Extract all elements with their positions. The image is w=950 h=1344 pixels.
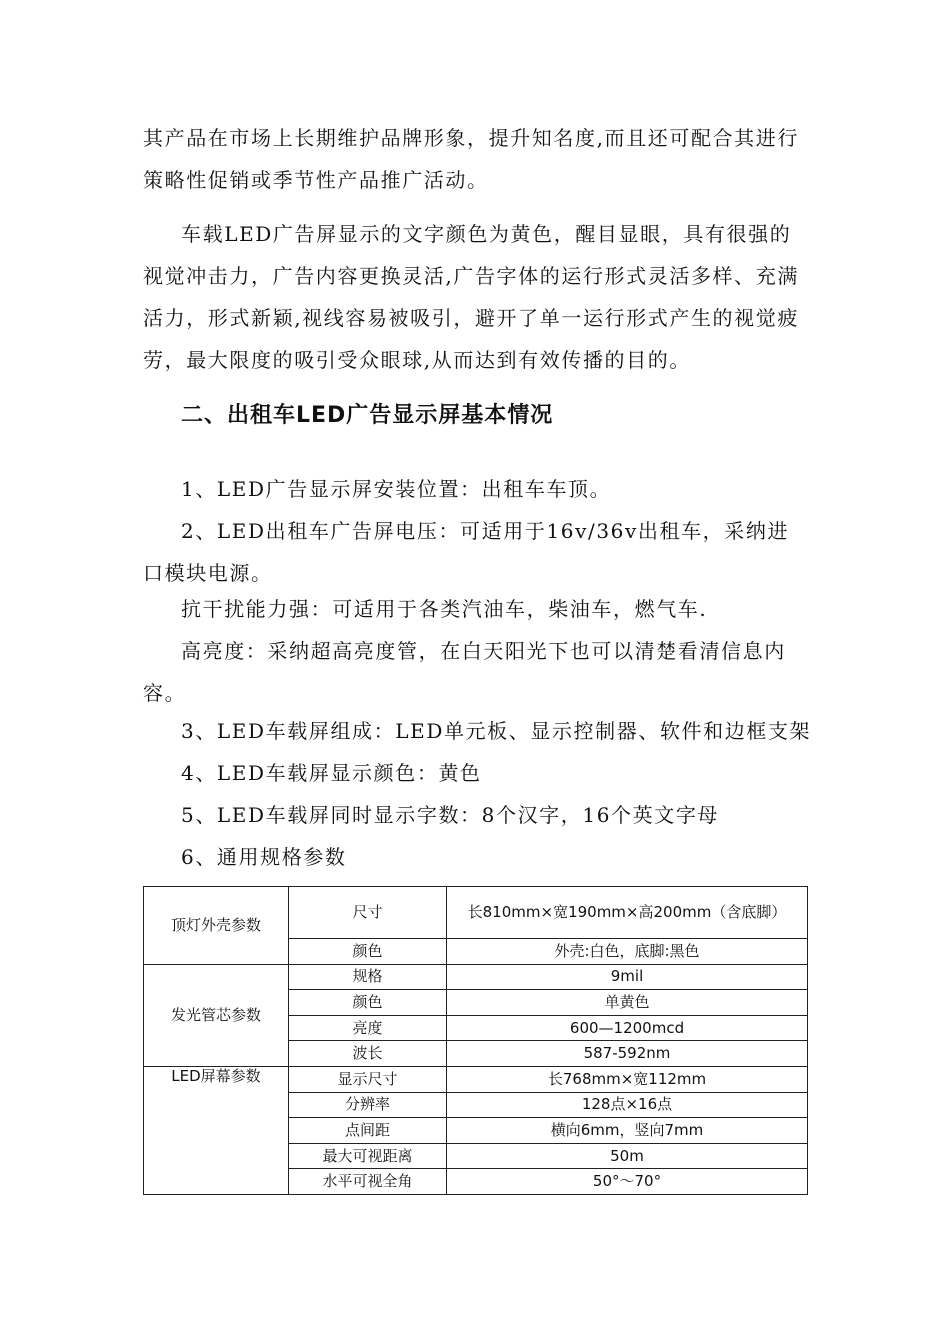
param-value: 50m xyxy=(447,1143,808,1169)
param-value: 长810mm×宽190mm×高200mm（含底脚） xyxy=(447,887,808,939)
item-2a: 抗干扰能力强：可适用于各类汽油车，柴油车，燃气车. xyxy=(181,597,708,621)
param-name: 尺寸 xyxy=(289,887,447,939)
item-1: 1、LED广告显示屏安装位置：出租车车顶。 xyxy=(181,477,612,501)
param-value: 128点×16点 xyxy=(447,1092,808,1118)
param-name: 显示尺寸 xyxy=(289,1066,447,1092)
group-label: 发光管芯参数 xyxy=(144,964,289,1066)
param-value: 587-592nm xyxy=(447,1041,808,1067)
param-value: 外壳:白色，底脚:黑色 xyxy=(447,939,808,965)
paragraph-led-advantages: 车载LED广告屏显示的文字颜色为黄色，醒目显眼，具有很强的视觉冲击力，广告内容更换灵活,广告字体的运行形式灵活多样、充满活力，形式新颖,视线容易被吸引，避开了单一运行形式产生的视觉疲劳，最大限度的吸引受众眼球,从而达到有效传播的目的。 xyxy=(143,222,799,372)
param-name: 颜色 xyxy=(289,990,447,1016)
group-label: 顶灯外壳参数 xyxy=(144,887,289,965)
param-value: 600—1200mcd xyxy=(447,1015,808,1041)
item-2: 2、LED出租车广告屏电压：可适用于16v/36v出租车，采纳进口模块电源。 xyxy=(143,519,790,585)
item-6: 6、通用规格参数 xyxy=(181,845,347,869)
item-4: 4、LED车载屏显示颜色：黄色 xyxy=(181,761,482,785)
item-3: 3、LED车载屏组成：LED单元板、显示控制器、软件和边框支架 xyxy=(181,719,812,743)
spec-table xyxy=(143,886,808,1195)
param-value: 长768mm×宽112mm xyxy=(447,1066,808,1092)
param-name: 颜色 xyxy=(289,939,447,965)
item-5: 5、LED车载屏同时显示字数：8个汉字，16个英文字母 xyxy=(181,803,720,827)
param-value: 9mil xyxy=(447,964,808,990)
table-row xyxy=(144,964,808,990)
param-name: 亮度 xyxy=(289,1015,447,1041)
table-row xyxy=(144,887,808,939)
param-name: 点间距 xyxy=(289,1118,447,1144)
param-name: 波长 xyxy=(289,1041,447,1067)
param-value: 横向6mm，竖向7mm xyxy=(447,1118,808,1144)
table-row xyxy=(144,1066,808,1092)
param-name: 分辨率 xyxy=(289,1092,447,1118)
section-heading: 二、出租车LED广告显示屏基本情况 xyxy=(181,403,554,428)
group-label: LED屏幕参数 xyxy=(144,1066,289,1194)
param-name: 最大可视距离 xyxy=(289,1143,447,1169)
param-value: 50°～70° xyxy=(447,1169,808,1195)
paragraph-brand-promotion: 其产品在市场上长期维护品牌形象，提升知名度,而且还可配合其进行策略性促销或季节性产品推广活动。 xyxy=(143,126,799,192)
param-name: 规格 xyxy=(289,964,447,990)
param-value: 单黄色 xyxy=(447,990,808,1016)
item-2b: 高亮度：采纳超高亮度管，在白天阳光下也可以清楚看清信息内容。 xyxy=(143,639,786,705)
param-name: 水平可视全角 xyxy=(289,1169,447,1195)
